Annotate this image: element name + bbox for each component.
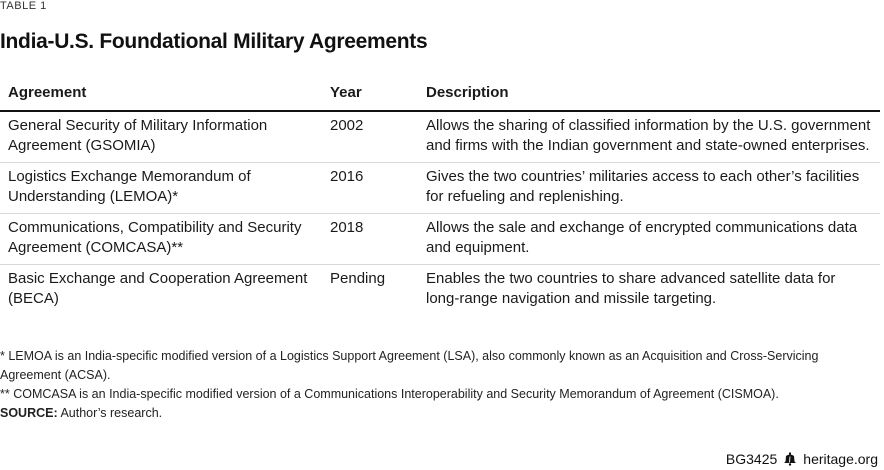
column-header-year: Year [322, 80, 418, 111]
table-row [0, 265, 880, 316]
source-line [0, 404, 870, 423]
table-row [0, 214, 880, 265]
report-code: BG3425 [725, 451, 778, 467]
agreement-cell: Basic Exchange and Cooperation Agreement (BECA) [8, 270, 308, 307]
year-cell: 2002 [322, 111, 418, 163]
description-cell: Gives the two countries’ militaries access to each other’s facilities for refueling and replenishing. [418, 163, 880, 214]
table-header-row [0, 80, 880, 111]
year-cell: Pending [330, 270, 386, 287]
description-cell: Allows the sharing of classified information by the U.S. government and firms with the Indian government and state-owned enterprises. [418, 111, 880, 163]
footnote-lemoa: * LEMOA is an India-specific modified version of a Logistics Support Agreement (LSA), also commonly known as an Acquisition and Cross-Servicing Agreement (ACSA). [0, 349, 819, 382]
year-cell: 2016 [322, 163, 418, 214]
source-text: Author’s research. [60, 406, 163, 420]
agreement-cell: Logistics Exchange Memorandum of Understanding (LEMOA)* [0, 163, 322, 214]
footnotes [0, 347, 870, 423]
description-cell: Allows the sale and exchange of encrypted communications data and equipment. [418, 214, 880, 265]
agreement-cell: General Security of Military Information Agreement (GSOMIA) [0, 111, 322, 163]
liberty-bell-icon [783, 452, 797, 466]
column-header-description: Description [418, 80, 880, 111]
year-cell: 2018 [322, 214, 418, 265]
agreements-table [0, 80, 880, 315]
footer [726, 450, 878, 468]
table-row [0, 163, 880, 214]
description-cell: Enables the two countries to share advanced satellite data for long-range navigation and missile targeting. [426, 270, 836, 307]
page-title: India-U.S. Foundational Military Agreements [0, 30, 428, 53]
agreement-cell: Communications, Compatibility and Security Agreement (COMCASA)** [0, 214, 322, 265]
column-header-agreement: Agreement [0, 80, 322, 111]
source-label: SOURCE: [0, 406, 58, 420]
table-row [0, 111, 880, 163]
footnote-comcasa: ** COMCASA is an India-specific modified version of a Communications Interoperability and Security Memorandum of Agreement (CISMOA). [0, 387, 779, 401]
table-label: TABLE 1 [0, 0, 47, 12]
site-name[interactable]: heritage.org [803, 451, 878, 467]
